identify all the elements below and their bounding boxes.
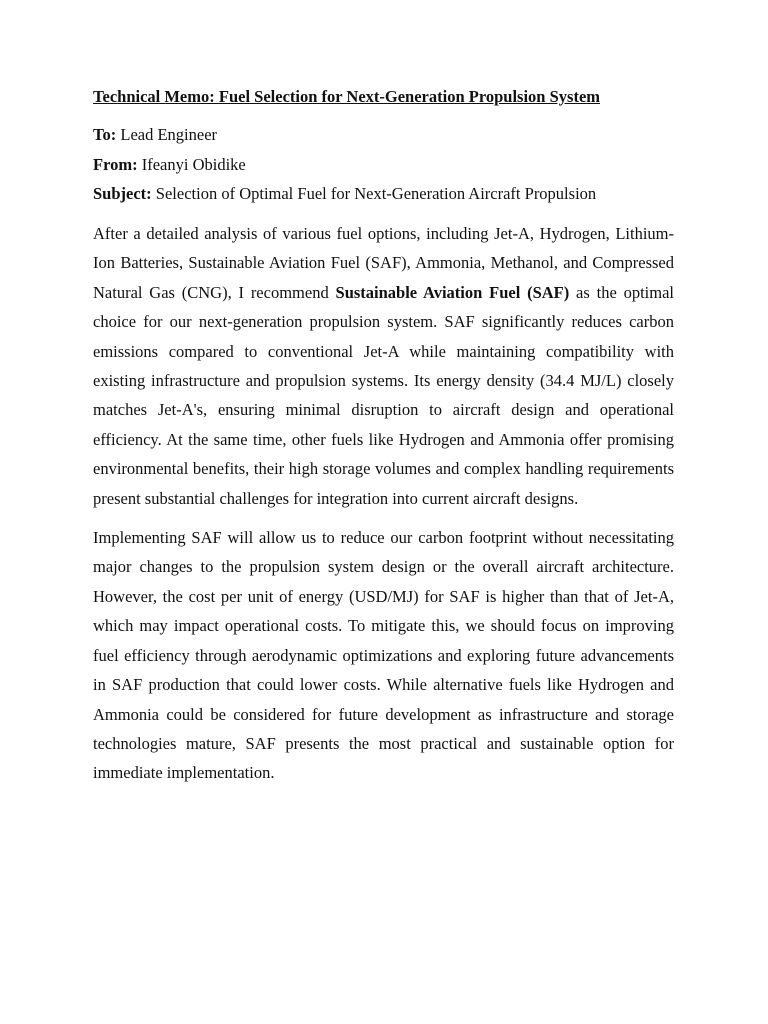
subject-value: Selection of Optimal Fuel for Next-Generation Aircraft Propulsion: [155, 184, 597, 203]
body-paragraph-2: Implementing SAF will allow us to reduce our carbon footprint without necessitating major changes to the propulsion system design or the overall aircraft architecture. However, the cost per unit of energy (USD/MJ) for SAF is higher than that of Jet-A, which may impact operational costs. To mitigate this, we should focus on improving fuel efficiency through aerodynamic optimizations and exploring future advancements in SAF production that could lower costs. While alternative fuels like Hydrogen and Ammonia could be considered for future development as infrastructure and storage technologies mature, SAF presents the most practical and sustainable option for immediate implementation.: [93, 528, 674, 783]
memo-to-line: [93, 124, 674, 146]
memo-subject-line: [93, 183, 674, 205]
to-label: To:: [93, 125, 117, 144]
body-paragraph-1: [93, 219, 674, 513]
recommended-fuel-emphasis: Sustainable Aviation Fuel (SAF): [335, 282, 570, 302]
p1-start-text: After a detailed analysis of various fuel options, including Jet-A, Hydrogen, Lithium-Ion Batteries, Sustainable Aviation Fuel (SAF), Ammonia, Methanol, and Compressed Natural Gas (CNG), I recommend: [93, 224, 674, 302]
from-value: Ifeanyi Obidike: [141, 154, 246, 174]
to-value: Lead Engineer: [120, 125, 218, 144]
from-label: From:: [93, 154, 138, 174]
subject-label: Subject:: [93, 184, 152, 203]
memo-page: [93, 86, 674, 788]
memo-from-line: [93, 154, 674, 176]
memo-title: Technical Memo: Fuel Selection for Next-Generation Propulsion System: [93, 87, 601, 106]
p1-end-text: as the optimal choice for our next-generation propulsion system. SAF significantly reduces carbon emissions compared to conventional Jet-A while maintaining compatibility with existing infrastructure and propulsion systems. Its energy density (34.4 MJ/L) closely matches Jet-A's, ensuring minimal disruption to aircraft design and operational efficiency. At the same time, other fuels like Hydrogen and Ammonia offer promising environmental benefits, their high storage volumes and complex handling requirements present substantial challenges for integration into current aircraft designs.: [93, 282, 674, 508]
